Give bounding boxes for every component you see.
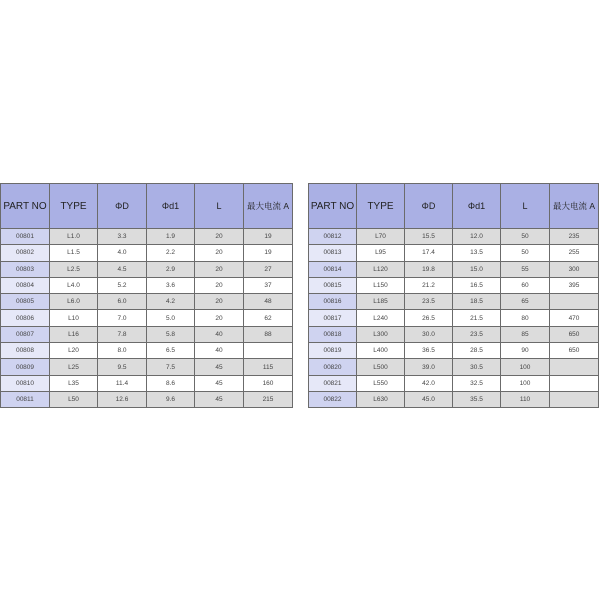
cell-type: L185: [357, 294, 405, 310]
cell-part-no: 00814: [309, 261, 357, 277]
cell-length: 20: [195, 245, 244, 261]
cell-max-current: 115: [244, 359, 293, 375]
cell-phi-d1: 4.2: [147, 294, 195, 310]
cell-phi-d: 9.5: [98, 359, 147, 375]
cell-part-no: 00817: [309, 310, 357, 326]
cell-phi-d1: 35.5: [453, 391, 501, 407]
cell-part-no: 00821: [309, 375, 357, 391]
cell-phi-d: 21.2: [405, 277, 453, 293]
cell-max-current: [550, 375, 599, 391]
cell-type: L95: [357, 245, 405, 261]
table-row: [309, 343, 599, 359]
table-header-row: [309, 184, 599, 229]
table-row: [309, 326, 599, 342]
cell-length: 80: [501, 310, 550, 326]
cell-phi-d: 7.8: [98, 326, 147, 342]
cell-phi-d1: 21.5: [453, 310, 501, 326]
table-row: [1, 277, 293, 293]
table-row: [1, 245, 293, 261]
cell-max-current: 19: [244, 245, 293, 261]
cell-part-no: 00820: [309, 359, 357, 375]
cell-phi-d1: 32.5: [453, 375, 501, 391]
cell-phi-d: 6.0: [98, 294, 147, 310]
cell-max-current: 160: [244, 375, 293, 391]
cell-length: 100: [501, 359, 550, 375]
table-row: [1, 391, 293, 407]
cell-type: L35: [50, 375, 98, 391]
header-length: L: [195, 184, 244, 229]
cell-phi-d1: 5.8: [147, 326, 195, 342]
cell-phi-d: 8.0: [98, 343, 147, 359]
cell-part-no: 00816: [309, 294, 357, 310]
table-row: [309, 261, 599, 277]
table-row: [1, 343, 293, 359]
cell-type: L50: [50, 391, 98, 407]
cell-type: L150: [357, 277, 405, 293]
cell-max-current: 255: [550, 245, 599, 261]
table-row: [309, 310, 599, 326]
cell-max-current: 88: [244, 326, 293, 342]
cell-type: L550: [357, 375, 405, 391]
cell-part-no: 00813: [309, 245, 357, 261]
cell-type: L6.0: [50, 294, 98, 310]
cell-phi-d: 5.2: [98, 277, 147, 293]
cell-length: 90: [501, 343, 550, 359]
cell-phi-d1: 5.0: [147, 310, 195, 326]
cell-type: L1.0: [50, 229, 98, 245]
cell-type: L300: [357, 326, 405, 342]
cell-part-no: 00815: [309, 277, 357, 293]
cell-phi-d: 45.0: [405, 391, 453, 407]
cell-phi-d: 15.5: [405, 229, 453, 245]
table-row: [1, 375, 293, 391]
cell-phi-d: 26.5: [405, 310, 453, 326]
cell-type: L70: [357, 229, 405, 245]
cell-length: 50: [501, 229, 550, 245]
cell-phi-d1: 30.5: [453, 359, 501, 375]
cell-part-no: 00806: [1, 310, 50, 326]
cell-phi-d1: 23.5: [453, 326, 501, 342]
cell-part-no: 00801: [1, 229, 50, 245]
header-phi-d: ΦD: [405, 184, 453, 229]
cell-part-no: 00811: [1, 391, 50, 407]
cell-part-no: 00802: [1, 245, 50, 261]
cell-part-no: 00810: [1, 375, 50, 391]
cell-max-current: 470: [550, 310, 599, 326]
cell-length: 40: [195, 326, 244, 342]
cell-phi-d: 11.4: [98, 375, 147, 391]
cell-length: 45: [195, 391, 244, 407]
cell-type: L10: [50, 310, 98, 326]
table-row: [309, 375, 599, 391]
cell-length: 20: [195, 229, 244, 245]
cell-phi-d: 17.4: [405, 245, 453, 261]
cell-length: 85: [501, 326, 550, 342]
header-phi-d1: Φd1: [147, 184, 195, 229]
table-row: [1, 294, 293, 310]
cell-phi-d1: 1.9: [147, 229, 195, 245]
header-part-no: PART NO: [1, 184, 50, 229]
header-max-current: 最大电流 A: [550, 184, 599, 229]
cell-type: L400: [357, 343, 405, 359]
cell-max-current: 395: [550, 277, 599, 293]
cell-phi-d1: 15.0: [453, 261, 501, 277]
cell-length: 60: [501, 277, 550, 293]
cell-length: 50: [501, 245, 550, 261]
cell-max-current: 650: [550, 343, 599, 359]
cell-length: 110: [501, 391, 550, 407]
cell-phi-d1: 2.2: [147, 245, 195, 261]
cell-type: L2.5: [50, 261, 98, 277]
cell-phi-d1: 18.5: [453, 294, 501, 310]
cell-phi-d: 3.3: [98, 229, 147, 245]
table-row: [1, 359, 293, 375]
cell-phi-d1: 3.6: [147, 277, 195, 293]
cell-phi-d: 19.8: [405, 261, 453, 277]
cell-part-no: 00803: [1, 261, 50, 277]
header-type: TYPE: [357, 184, 405, 229]
cell-phi-d: 4.5: [98, 261, 147, 277]
cell-type: L16: [50, 326, 98, 342]
cell-type: L1.5: [50, 245, 98, 261]
cell-phi-d1: 6.5: [147, 343, 195, 359]
cell-phi-d: 30.0: [405, 326, 453, 342]
cell-part-no: 00809: [1, 359, 50, 375]
cell-length: 65: [501, 294, 550, 310]
header-type: TYPE: [50, 184, 98, 229]
cell-type: L630: [357, 391, 405, 407]
cell-phi-d1: 9.6: [147, 391, 195, 407]
cell-length: 20: [195, 261, 244, 277]
cell-max-current: 300: [550, 261, 599, 277]
header-phi-d: ΦD: [98, 184, 147, 229]
cell-max-current: 27: [244, 261, 293, 277]
table-row: [309, 229, 599, 245]
cell-phi-d1: 7.5: [147, 359, 195, 375]
table-header-row: [1, 184, 293, 229]
cell-max-current: 37: [244, 277, 293, 293]
table-row: [1, 261, 293, 277]
table-row: [1, 310, 293, 326]
cell-phi-d1: 28.5: [453, 343, 501, 359]
cell-part-no: 00819: [309, 343, 357, 359]
spec-table-right: [308, 183, 599, 408]
header-phi-d1: Φd1: [453, 184, 501, 229]
spec-table-left: [0, 183, 293, 408]
cell-phi-d: 4.0: [98, 245, 147, 261]
cell-max-current: 19: [244, 229, 293, 245]
cell-type: L20: [50, 343, 98, 359]
cell-length: 100: [501, 375, 550, 391]
cell-part-no: 00807: [1, 326, 50, 342]
cell-phi-d: 39.0: [405, 359, 453, 375]
cell-length: 40: [195, 343, 244, 359]
cell-length: 55: [501, 261, 550, 277]
cell-phi-d: 42.0: [405, 375, 453, 391]
header-length: L: [501, 184, 550, 229]
cell-part-no: 00805: [1, 294, 50, 310]
cell-max-current: 650: [550, 326, 599, 342]
cell-length: 20: [195, 310, 244, 326]
cell-max-current: 48: [244, 294, 293, 310]
cell-phi-d1: 13.5: [453, 245, 501, 261]
table-row: [309, 277, 599, 293]
cell-part-no: 00804: [1, 277, 50, 293]
cell-part-no: 00818: [309, 326, 357, 342]
cell-max-current: [550, 359, 599, 375]
table-row: [1, 326, 293, 342]
cell-part-no: 00822: [309, 391, 357, 407]
table-row: [309, 245, 599, 261]
table-row: [309, 359, 599, 375]
cell-length: 45: [195, 359, 244, 375]
cell-max-current: [244, 343, 293, 359]
table-row: [1, 229, 293, 245]
cell-phi-d: 7.0: [98, 310, 147, 326]
cell-length: 20: [195, 277, 244, 293]
cell-phi-d1: 16.5: [453, 277, 501, 293]
cell-part-no: 00812: [309, 229, 357, 245]
cell-phi-d: 23.5: [405, 294, 453, 310]
table-row: [309, 294, 599, 310]
header-part-no: PART NO: [309, 184, 357, 229]
cell-max-current: 235: [550, 229, 599, 245]
cell-type: L25: [50, 359, 98, 375]
cell-max-current: 62: [244, 310, 293, 326]
cell-phi-d1: 12.0: [453, 229, 501, 245]
cell-type: L240: [357, 310, 405, 326]
cell-phi-d: 12.6: [98, 391, 147, 407]
cell-phi-d1: 2.9: [147, 261, 195, 277]
cell-length: 45: [195, 375, 244, 391]
cell-phi-d1: 8.6: [147, 375, 195, 391]
cell-max-current: 215: [244, 391, 293, 407]
cell-max-current: [550, 294, 599, 310]
table-row: [309, 391, 599, 407]
header-max-current: 最大电流 A: [244, 184, 293, 229]
cell-type: L500: [357, 359, 405, 375]
cell-type: L4.0: [50, 277, 98, 293]
cell-phi-d: 36.5: [405, 343, 453, 359]
cell-length: 20: [195, 294, 244, 310]
cell-type: L120: [357, 261, 405, 277]
cell-max-current: [550, 391, 599, 407]
cell-part-no: 00808: [1, 343, 50, 359]
